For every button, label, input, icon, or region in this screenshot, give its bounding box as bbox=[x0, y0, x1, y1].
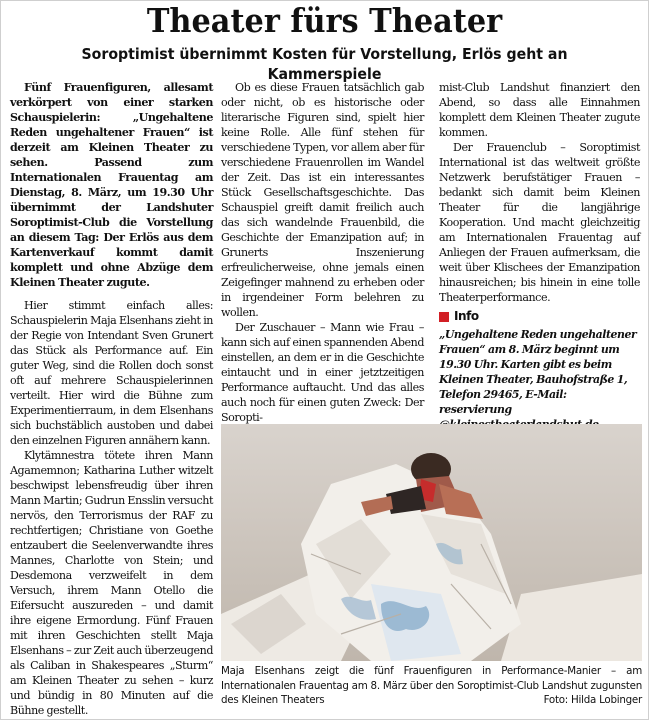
body-paragraph: Klytämnestra tötete ihren Mann Agamemnon; Katharina Luther witzelt beschwipst lebensfreudig über ihren Mann Martin; Gudrun Ensslin versucht nervös, den Terrorismus der RAF zu rechtfertigen; Christiane von Goethe entzaubert die Seelenverwandte ihres Mannes, Charlotte von Stein; und Desdemona verzweifelt in dem Versuch, ihrem Mann Otello die Eifersucht auszureden – und damit ihre eigene Ermordung. Fünf Frauen mit ihren Geschichten stellt Maja Elsenhans – zur Zeit auch überzeugend als Caliban in Shakespeares „Sturm“ am Kleinen Theater zu sehen – kurz und bündig in 80 Minuten auf die Bühne gestellt. bbox=[10, 449, 213, 717]
column-2 bbox=[221, 80, 424, 425]
column-1 bbox=[10, 80, 213, 718]
lead-paragraph: Fünf Frauenfiguren, allesamt verkörpert von einer starken Schauspielerin: „Ungehaltene Reden ungehaltener Frauen“ ist derzeit am Kleinen Theater zu sehen. Passend zum Internationalen Frauentag am Dienstag, 8. März, um 19.30 Uhr übernimmt der Landshuter Soroptimist-Club die Vorstellung an diesem Tag: Der Erlös aus dem Kartenverkauf kommt damit komplett und ohne Abzüge dem Kleinen Theater zugute. bbox=[10, 81, 213, 289]
photo-caption bbox=[221, 664, 642, 708]
performance-photo-illustration bbox=[221, 424, 642, 661]
headline: Theater fürs Theater bbox=[146, 1, 503, 40]
body-paragraph: Der Frauenclub – Soroptimist International ist das weltweit größte Netzwerk berufstätiger Frauen – bedankt sich damit beim Kleinen Theater für die langjährige Kooperation. Und macht gleichzeitig am Internationalen Frauentag auf Anliegen der Frauen aufmerksam, die weit über Klischees der Emanzipation hinausreichen; bis hinein in eine tolle Theaterperformance. bbox=[439, 141, 640, 304]
body-paragraph: Hier stimmt einfach alles: Schauspielerin Maja Elsenhans zieht in der Regie von Intendant Sven Grunert das Stück als Performance auf. Ein guter Weg, sind die Rollen doch sonst oft auf mehrere Schauspielerinnen verteilt. Hier wird die Bühne zum Experimentierraum, in dem Elsenhans sich buchstäblich austoben und dabei den einzelnen Figuren annähern kann. bbox=[10, 299, 213, 447]
body-paragraph: Der Zuschauer – Mann wie Frau – kann sich auf einen spannenden Abend einstellen, an dem er in die Geschichte eintaucht und in einer jetztzeitigen Performance auftaucht. Und das alles auch noch für einen guten Zweck: Der Soropti- bbox=[221, 321, 424, 424]
caption-text: Maja Elsenhans zeigt die fünf Frauenfiguren in Performance-Manier – am Internationalen Frauentag am 8. März über den Soroptimist-Club Landshut zugunsten des Kleinen Theaters bbox=[221, 665, 642, 706]
info-label: Info bbox=[454, 309, 479, 323]
photo-credit: Foto: Hilda Lobinger bbox=[543, 694, 642, 706]
info-heading bbox=[439, 309, 640, 324]
article-photo bbox=[221, 424, 642, 661]
body-paragraph: mist-Club Landshut finanziert den Abend, so dass alle Einnahmen komplett dem Kleinen Theater zugute kommen. bbox=[439, 81, 640, 139]
column-3 bbox=[439, 80, 640, 432]
info-marker-icon bbox=[439, 312, 449, 322]
body-paragraph: Ob es diese Frauen tatsächlich gab oder nicht, ob es historische oder literarische Figuren sind, spielt hier keine Rolle. Alle fünf stehen für verschiedene Typen, vor allem aber für verschiedene Frauenrollen im Wandel der Zeit. Das ist ein interessantes Stück Gesellschaftsgeschichte. Das Schauspiel greift damit freilich auch das sich wandelnde Frauenbild, die Geschichte der Emanzipation auf; in Grunerts Inszenierung erfreulicherweise, ohne jemals einen Zeigefinger mahnend zu erheben oder in irgendeiner Form belehren zu wollen. bbox=[221, 81, 424, 319]
subheadline: Soroptimist übernimmt Kosten für Vorstellung, Erlös geht an Kammerspiele bbox=[81, 45, 568, 83]
info-text: „Ungehaltene Reden ungehaltener Frauen“ am 8. März beginnt um 19.30 Uhr. Karten gibt es beim Kleinen Theater, Bauhofstraße 1, Telefon 29465, E-Mail: reservierung bbox=[439, 328, 637, 416]
